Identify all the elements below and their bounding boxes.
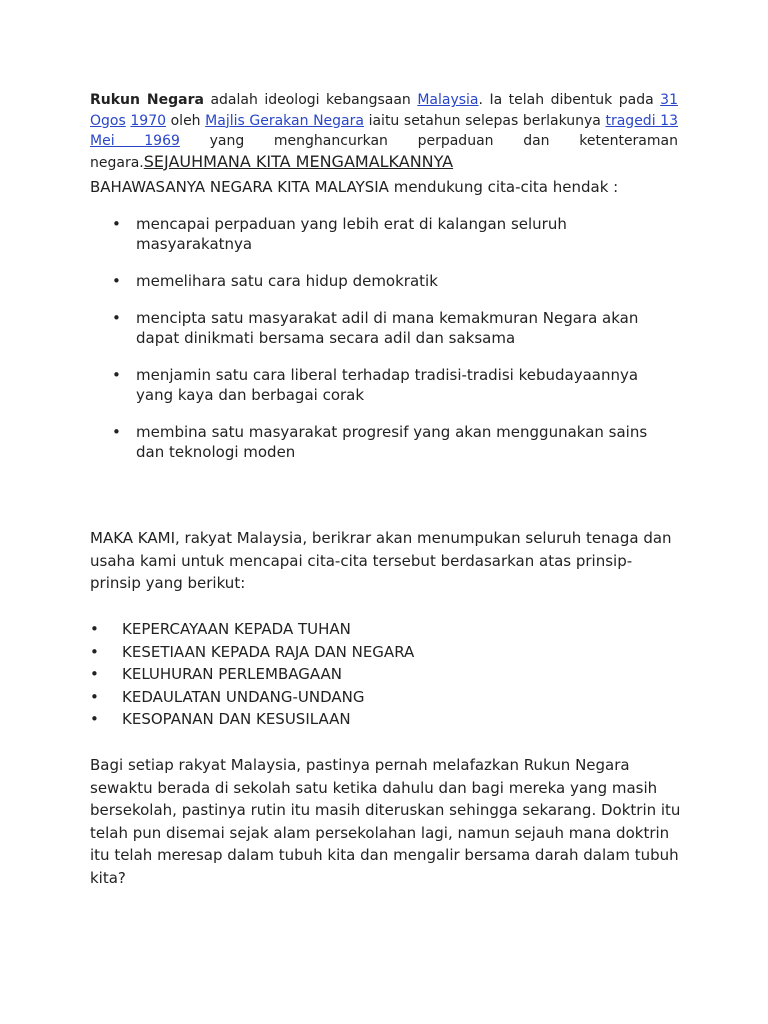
aim-text: membina satu masyarakat progresif yang akan menggunakan sains dan teknologi moden bbox=[136, 423, 648, 461]
bullet-icon: • bbox=[112, 215, 121, 233]
pledge-paragraph: MAKA KAMI, rakyat Malaysia, berikrar akan menumpukan seluruh tenaga dan usaha kami untuk mencapai cita-cita tersebut berdasarkan atas prinsip-prinsip yang berikut: bbox=[90, 529, 672, 592]
list-item bbox=[90, 308, 650, 348]
aim-text: mencipta satu masyarakat adil di mana kemakmuran Negara akan dapat dinikmati bersama secara adil dan saksama bbox=[136, 309, 639, 347]
bullet-icon: • bbox=[90, 665, 99, 683]
intro-text-6: yang menghancurkan perpaduan dan ketenteraman negara. bbox=[90, 133, 678, 171]
principle-text: KEDAULATAN UNDANG-UNDANG bbox=[122, 687, 365, 706]
intro-text-4: oleh bbox=[166, 112, 206, 129]
list-item bbox=[90, 214, 650, 254]
aims-list bbox=[90, 214, 650, 479]
principle-text: KELUHURAN PERLEMBAGAAN bbox=[122, 665, 343, 683]
principle-text: KEPERCAYAAN KEPADA TUHAN bbox=[122, 620, 351, 638]
intro-paragraph bbox=[90, 90, 678, 173]
list-item bbox=[90, 686, 650, 709]
aim-text: menjamin satu cara liberal terhadap tradisi-tradisi kebudayaannya yang kaya dan berbagai corak bbox=[136, 366, 639, 404]
aim-text: memelihara satu cara hidup demokratik bbox=[136, 272, 438, 290]
bullet-icon: • bbox=[90, 710, 99, 728]
link-date[interactable]: 31 Ogos bbox=[90, 92, 678, 129]
link-tragedy[interactable]: tragedi 13 Mei 1969 bbox=[90, 112, 678, 149]
bullet-icon: • bbox=[112, 309, 121, 327]
bullet-icon: • bbox=[90, 620, 99, 638]
link-council[interactable]: Majlis Gerakan Negara bbox=[205, 112, 364, 129]
bullet-icon: • bbox=[112, 423, 121, 441]
section-heading: SEJAUHMANA KITA MENGAMALKANNYA bbox=[143, 151, 454, 171]
bullet-icon: • bbox=[90, 687, 99, 706]
closing-paragraph: Bagi setiap rakyat Malaysia, pastinya pernah melafazkan Rukun Negara sewaktu berada di sekolah satu ketika dahulu dan bagi mereka yang masih bersekolah, pastinya rutin itu masih diteruskan sehingga sekarang. Doktrin itu telah pun disemai sejak alam persekolahan lagi, namun sejauh mana doktrin itu telah meresap dalam tubuh kita dan mengalir bersama darah dalam tubuh kita? bbox=[90, 756, 681, 887]
list-item bbox=[90, 422, 650, 462]
intro-text-1: adalah ideologi kebangsaan bbox=[203, 92, 418, 108]
intro-text-5: iaitu setahun selepas berlakunya bbox=[363, 112, 606, 129]
list-item bbox=[90, 618, 650, 641]
link-year[interactable]: 1970 bbox=[130, 112, 167, 129]
bullet-icon: • bbox=[90, 642, 99, 661]
declaration-line: BAHAWASANYA NEGARA KITA MALAYSIA mendukung cita-cita hendak : bbox=[90, 178, 619, 196]
link-malaysia[interactable]: Malaysia bbox=[417, 92, 479, 108]
list-item bbox=[90, 708, 650, 731]
bullet-icon: • bbox=[112, 272, 121, 290]
intro-text-2: . Ia telah dibentuk pada bbox=[478, 92, 661, 108]
principle-text: KESETIAAN KEPADA RAJA DAN NEGARA bbox=[122, 642, 415, 661]
list-item bbox=[90, 271, 650, 291]
list-item bbox=[90, 663, 650, 686]
list-item bbox=[90, 365, 650, 405]
aim-text: mencapai perpaduan yang lebih erat di kalangan seluruh masyarakatnya bbox=[136, 215, 567, 253]
intro-term: Rukun Negara bbox=[90, 92, 204, 108]
principle-text: KESOPANAN DAN KESUSILAAN bbox=[122, 710, 351, 728]
list-item bbox=[90, 641, 650, 664]
bullet-icon: • bbox=[112, 366, 121, 384]
principles-list bbox=[90, 618, 650, 731]
